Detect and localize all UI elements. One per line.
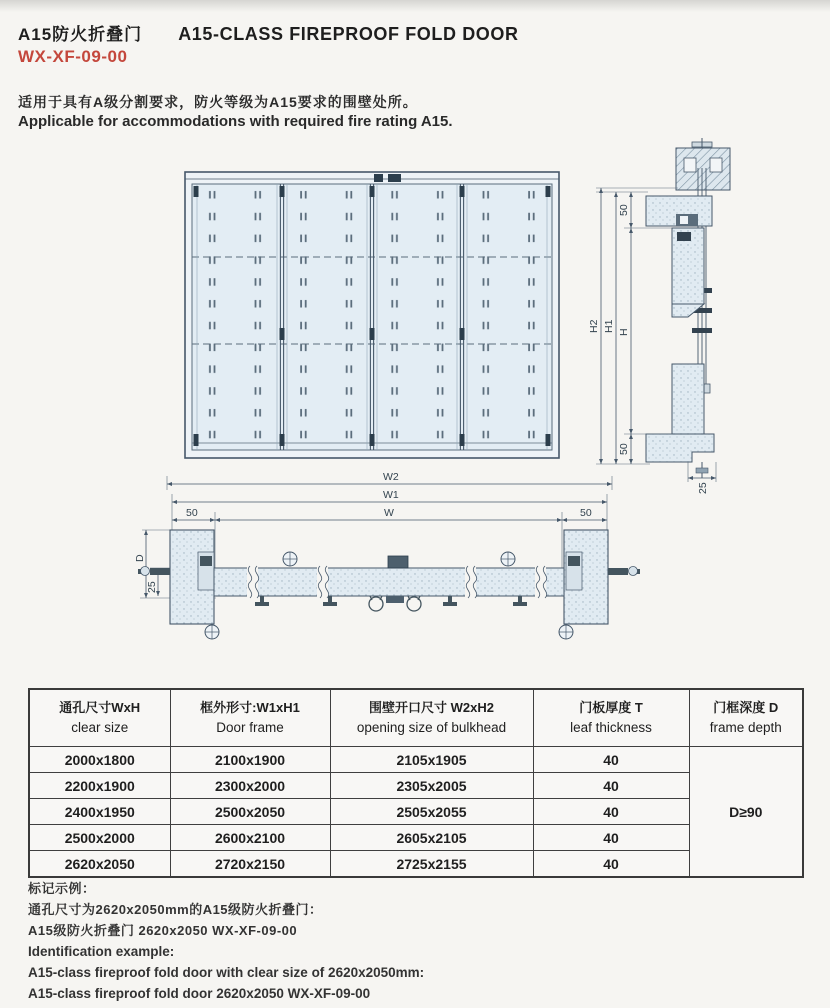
table-row <box>29 825 803 851</box>
table-row <box>29 773 803 799</box>
col-header-leaf-thickness: 门板厚度 T leaf thickness <box>533 689 689 747</box>
cell-clear-size: 2500x2000 <box>29 825 170 851</box>
technical-drawing <box>0 138 830 668</box>
cell-opening: 2725x2155 <box>330 851 533 878</box>
dim-label-25-frame: 25 <box>146 581 158 593</box>
cell-opening: 2105x1905 <box>330 747 533 773</box>
model-code: WX-XF-09-00 <box>18 47 128 66</box>
cell-door-frame: 2720x2150 <box>170 851 330 878</box>
cell-opening: 2305x2005 <box>330 773 533 799</box>
vertical-section-view <box>588 138 730 494</box>
col-header-frame-depth: 门框深度 D frame depth <box>689 689 803 747</box>
table-header-row <box>29 689 803 747</box>
cell-door-frame: 2500x2050 <box>170 799 330 825</box>
col-header-door-frame: 框外形寸:W1xH1 Door frame <box>170 689 330 747</box>
dim-label-h2: H2 <box>588 319 600 333</box>
cell-opening: 2505x2055 <box>330 799 533 825</box>
dim-label-w1: W1 <box>383 489 399 501</box>
dim-label-w2: W2 <box>383 471 399 483</box>
cell-thickness: 40 <box>533 825 689 851</box>
cell-clear-size: 2620x2050 <box>29 851 170 878</box>
dim-label-d: D <box>134 554 146 562</box>
cell-clear-size: 2200x1900 <box>29 773 170 799</box>
front-elevation-view <box>185 172 559 458</box>
cell-clear-size: 2400x1950 <box>29 799 170 825</box>
dim-label-50-bottom: 50 <box>618 443 630 455</box>
center-lower-bracket <box>386 596 404 603</box>
description-en: Applicable for accommodations with required fire rating A15. <box>18 113 453 130</box>
spec-table <box>28 688 804 878</box>
example-en-line2: A15-class fireproof fold door 2620x2050 WX-XF-09-00 <box>28 986 371 1001</box>
col-header-clear-size: 通孔尺寸WxH clear size <box>29 689 170 747</box>
plan-section-view <box>134 471 640 639</box>
example-zh-title: 标记示例： <box>28 881 96 896</box>
example-zh-line2: A15级防火折叠门 2620x2050 WX-XF-09-00 <box>28 923 298 938</box>
cell-thickness: 40 <box>533 799 689 825</box>
dim-label-50-top: 50 <box>618 204 630 216</box>
cell-door-frame: 2100x1900 <box>170 747 330 773</box>
center-bracket <box>388 556 408 568</box>
page-title-en: A15-CLASS FIREPROOF FOLD DOOR <box>178 24 519 44</box>
col-header-bulkhead-opening: 围壁开口尺寸 W2xH2 opening size of bulkhead <box>330 689 533 747</box>
identification-example <box>28 878 424 1004</box>
page-title-zh: A15防火折叠门 <box>18 25 143 44</box>
description-zh: 适用于具有A级分割要求，防火等级为A15要求的围壁处所。 <box>18 94 418 110</box>
cell-thickness: 40 <box>533 747 689 773</box>
example-zh-line1: 通孔尺寸为2620x2050mm的A15级防火折叠门： <box>28 902 323 917</box>
table-row <box>29 799 803 825</box>
dim-label-50-right: 50 <box>580 507 592 519</box>
cell-frame-depth: D≥90 <box>689 747 803 878</box>
cell-door-frame: 2600x2100 <box>170 825 330 851</box>
dim-label-w: W <box>384 507 394 519</box>
example-en-title: Identification example: <box>28 944 175 959</box>
cell-thickness: 40 <box>533 773 689 799</box>
cell-thickness: 40 <box>533 851 689 878</box>
dim-label-h: H <box>618 328 630 336</box>
example-en-line1: A15-class fireproof fold door with clear size of 2620x2050mm: <box>28 965 425 980</box>
dim-label-h1: H1 <box>603 319 615 333</box>
table-row <box>29 851 803 878</box>
page-header <box>18 20 519 45</box>
cell-clear-size: 2000x1800 <box>29 747 170 773</box>
cell-opening: 2605x2105 <box>330 825 533 851</box>
dim-label-50-left: 50 <box>186 507 198 519</box>
table-row <box>29 747 803 773</box>
cell-door-frame: 2300x2000 <box>170 773 330 799</box>
dim-label-25-sill: 25 <box>697 482 709 494</box>
